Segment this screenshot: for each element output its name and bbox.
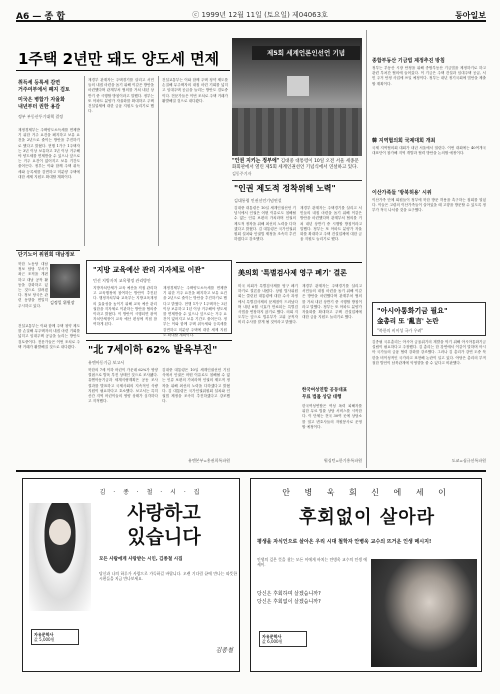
right-body-d: 김종필 국무총리는 아시아 금융위기의 재발을 막기 위해 아시아통화기금 설립이 필요하다고 주장했다. 김 총리는 한 강연에서 이같이 말하며 아시아 국가들의 금융 협력 강화를 강조했다. 그러나 김 총리가 강연 도중 북한을 비이성적인 국가라고 표현해 논란이 일고 있다. 야당은 총리의 부적절한 발언이 남북관계에 악영향을 줄 수 있다고 비판했다. — [372, 340, 486, 365]
right-boxed-title[interactable]: "아시아통화기금 필요" — [377, 307, 448, 315]
column-box — [86, 260, 232, 337]
masthead — [16, 10, 486, 22]
profile-photo — [50, 264, 80, 298]
guide-body-b: 재경부 관계자는 주택경기를 살리고 서민들의 내집 마련을 돕기 위해 이같은 방안을 마련했다며 관계부처 협의를 거쳐 내년 상반기 중 시행할 방침이라고 말했다. 정부는 또 아파트 분양가 자율화를 확대하고 주택 건설업체에 대한 금융 지원도 늘리기로 했다. — [300, 206, 362, 242]
column-body-a: 지방자치단체가 교육 예산을 직접 관리하고 교육행정에 참여하는 방안이 추진된다. 행정자치부와 교육부는 지방교육재정의 효율성을 높이기 위해 교육 예산 관리 권한을 지자체로 이관하는 방안을 협의중이라고 밝혔다. 이 방안이 시행되면 광역자치단체장이 교육 예산 편성에 직접 참여하게 된다. — [93, 286, 157, 327]
right-body-a: 정부는 부동산 시장 안정을 위해 종합부동산 기금법을 제정하기로 하고 관련 부처간 협의에 들어갔다. 이 기금은 주택 건설과 임대주택 공급, 서민 주거 안정 사업에 쓰일 예정이다. 정부는 내년 정기국회에 법안을 제출할 계획이다. — [372, 66, 486, 86]
column-title[interactable]: "지방 교육예산 관리 지자체로 이관" — [93, 266, 205, 274]
dateline: ⓒ 1999년 12월 11일 (토요일) 제04063호 — [192, 11, 328, 19]
ad-right-publisher: 자유문학사 — [262, 634, 282, 639]
right-boxed-headline — [372, 302, 486, 336]
rule — [236, 262, 362, 263]
lead-body-c: 건설교통부는 이와 함께 주택 청약 제도를 손질해 무주택자의 내집 마련 기회를 넓히고 임대주택 공급을 늘리는 방안도 검토중이다. 전문가들은 이번 조치로 주택 거래가 활발해질 것으로 내다봤다. — [162, 78, 228, 103]
lead-body-a: 재정경제부는 주택양도소득세를 면제받기 위한 거주 요건을 폐지하고 보유 요건을 2년으로 줄이는 방안을 추진하기로 했다고 밝혔다. 현행 1가구 1주택자는 3년 이상 보유하고 1년 이상 거주해야 양도세를 면제받을 수 있으나 앞으로는 거주 요건이 없어지고 보유 기간도 줄어든다. 정부는 이와 함께 주택 취득세와 등록세를 감면하고 미분양 주택에 대한 세제 지원도 확대할 계획이다. — [18, 128, 80, 179]
photo-caption — [232, 158, 362, 178]
profile-caption: 김정일 위원장 — [50, 300, 75, 305]
ad-left-signature: 김종철 — [215, 647, 233, 654]
ad-poetry-book[interactable] — [22, 478, 240, 672]
lead-subheads — [18, 80, 80, 120]
face — [49, 519, 71, 545]
ceremony-banner: 제5회 세계언론인선언 기념 — [252, 46, 360, 60]
guide-source: 김대통령 인권선언기념연설 — [234, 198, 282, 203]
profile-body-cont: 건설교통부는 이와 함께 주택 청약 제도를 손질해 무주택자의 내집 마련 기회를 넓히고 임대주택 공급을 늘리는 방안도 검토중이다. 전문가들은 이번 조치로 주택 거래가 활발해질 것으로 내다봤다. — [18, 324, 80, 349]
poll-body-b: 김대중 대통령은 10일 세계인권선언 기념식에서 인권은 어떤 이유로도 침해될 수 없는 인류 보편의 가치라며 인권의 제도적 정착을 위해 최선의 노력을 다하겠다고 밝혔다. 김 대통령은 국가인권위원회 설치와 인권법 제정을 조속히 추진하겠다고 강조했다. — [162, 368, 230, 404]
ad-left-tagline: 모든 사람에게 사랑받는 시인, 김종철 시집 — [99, 557, 183, 562]
podium — [287, 76, 309, 96]
ad-right-series: 안 병 욱 회 신 에 세 이 — [282, 488, 452, 497]
ad-right-publisher-box — [259, 631, 307, 647]
poll-headline[interactable]: "北 7세이하 62% 발육부진" — [88, 345, 218, 356]
poll-byline: 유엔본부=홍권희특파원 — [188, 458, 230, 463]
mid-body-b: 재경부 관계자는 주택경기를 살리고 서민들의 내집 마련을 돕기 위해 이같은 방안을 마련했다며 관계부처 협의를 거쳐 내년 상반기 중 시행할 방침이라고 말했다. 정부는 또 아파트 분양가 자율화를 확대하고 주택 건설업체에 대한 금융 지원도 늘리기로 했다. — [302, 284, 362, 320]
ad-left-title-2: 있습니다 — [127, 526, 201, 548]
ad-right-tagline: 평생을 자식인으로 살아온 우리 시대 철학자 안병욱 교수의 뜨거운 인생 메시지! — [257, 539, 432, 545]
audience — [232, 108, 362, 156]
mid-body-c: 한국여성연합은 여성 폭력 피해자를 위한 무료 법률 상담 서비스를 시작한다. 이 단체는 전국 30여 곳에 상담소를 열고 변호사들의 자원봉사로 운영할 예정이다. — [302, 404, 362, 429]
ad-right-q1: 당신은 후회하며 살겠습니까? — [257, 591, 321, 597]
mid-byline: 워싱턴=한기흥특파원 — [323, 458, 362, 463]
poll-source: 유엔아동기금 보고서 — [88, 360, 125, 365]
ad-right-q2: 당신은 후회없이 살겠습니까? — [257, 599, 321, 605]
ad-left-series: 김 · 종 · 철 · 시 · 집 — [99, 489, 203, 496]
ad-left-portrait — [29, 503, 91, 611]
right-boxed-sub[interactable]: 金총리 또 '亂言' 논란 — [377, 317, 439, 325]
ad-essay-book[interactable] — [250, 478, 482, 672]
photo-caption-text: 김대중 대통령이 10일 오전 서울 세종문화회관에서 열린 제5회 세계인권선언 기념식에서 연설하고 있다. — [232, 159, 359, 170]
guide-body-a: 김대중 대통령은 10일 세계인권선언 기념식에서 인권은 어떤 이유로도 침해될 수 없는 인류 보편의 가치라며 인권의 제도적 정착을 위해 최선의 노력을 다하겠다고 밝혔다. 김 대통령은 국가인권위원회 설치와 인권법 제정을 조속히 추진하겠다고 강조했다. — [234, 206, 296, 242]
mid-body-a: 미국 의회가 특별검사제를 영구 폐기하기로 결론을 내렸다. 상원 법사위원회는 클린턴 대통령에 대한 수사 과정에서 특별검사제의 문제점이 드러났다며 내년 6월 시효가 만료되는 특별검사법을 연장하지 않기로 했다. 의회 지도부는 앞으로 법무부가 고위 공직자 비리 수사를 맡게 될 것이라고 밝혔다. — [238, 284, 298, 325]
rule — [16, 70, 230, 71]
paper-name: 동아일보 — [455, 10, 486, 20]
section-label: A6 — 종 합 — [16, 11, 66, 22]
photo-credit: 김동주기자 — [232, 171, 252, 176]
profile-body: 북한 노동당 대남 정보 담당 부서가 최근 조직을 개편하고 대남 공작 활동을 강화하고 있는 것으로 알려졌다. 정보 당국은 관련 동향을 면밀히 주시하고 있다. — [18, 262, 48, 308]
column-source: 민선 지방자치 교육행정 관리방안 — [93, 278, 151, 283]
ad-right-portrait — [371, 559, 477, 667]
mid-headline[interactable]: 美의회 '특별검사제 영구 폐기' 결론 — [238, 269, 347, 277]
ad-right-body: 인생의 깊은 뜻을 찾는 모든 이에게 바치는 안병욱 교수의 인생 에세이. — [257, 557, 367, 568]
lead-sub-2: 거주여부에서 폐지 검토 — [18, 87, 70, 93]
right-heading-b[interactable]: 韓 지역협의회 국제대회 개최 — [372, 138, 436, 144]
right-boxed-source: "북한의 비이성 국가 우려" — [377, 328, 424, 333]
guide-headline[interactable]: "인권 제도적 정착위해 노력" — [234, 184, 336, 193]
ad-left-publisher: 자유문학사 — [34, 632, 54, 637]
ad-left-price: 값 5,000원 — [34, 637, 55, 642]
mid-sub-1: 한국여성연합 공동대표 — [302, 388, 348, 393]
ad-right-title: 후회없이 살아라 — [299, 507, 435, 528]
ad-left-publisher-box — [31, 629, 79, 645]
lead-sub-1: 취득세 등록세 감면 — [18, 80, 61, 86]
lead-body-b: 재경부 관계자는 주택경기를 살리고 서민들의 내집 마련을 돕기 위해 이같은 방안을 마련했다며 관계부처 협의를 거쳐 내년 상반기 중 시행할 방침이라고 말했다. 정부는 또 아파트 분양가 자율화를 확대하고 주택 건설업체에 대한 금융 지원도 늘리기로 했다. — [88, 78, 154, 114]
poll-body-a: 북한의 7세 이하 어린이 가운데 62%가 영양 결핍으로 발육 부진 상태인 것으로 조사됐다. 유엔아동기금과 세계식량계획은 공동 조사 결과를 발표하고 국제사회의 지속적인 식량 지원이 필요하다고 호소했다. 보고서는 특히 산간 지역 어린이들의 영양 상태가 심각하다고 지적했다. — [88, 368, 158, 404]
lead-sub-4: 내년부터 권한 용감 — [18, 104, 61, 110]
ad-left-title-1: 사랑하고 — [127, 502, 201, 524]
right-heading-c[interactable]: 이산가족들 '방북허용' 시위 — [372, 190, 432, 196]
right-byline-d: 도쿄=심규선특파원 — [451, 458, 486, 463]
right-heading-a[interactable]: 종합부동산 기금법 제정추진 방침 — [372, 58, 445, 64]
ad-left-body: 당신과 나의 하루가 사랑으로 가득하길 바랍니다. 오랜 기다림 끝에 만나는 따뜻한 시편들을 지금 만나보세요. — [99, 571, 237, 582]
column-body-b: 재정경제부는 주택양도소득세를 면제받기 위한 거주 요건을 폐지하고 보유 요건을 2년으로 줄이는 방안을 추진하기로 했다고 밝혔다. 현행 1가구 1주택자는 3년 이상 보유하고 1년 이상 거주해야 양도세를 면제받을 수 있으나 앞으로는 거주 요건이 없어지고 보유 기간도 줄어든다. 정부는 이와 함께 주택 취득세와 등록세를 감면하고 미분양 주택에 대한 세제 지원도 확대할 계획이다. — [163, 286, 227, 337]
lead-sub-3: 미국은 병합가 자율화 — [18, 97, 65, 103]
ad-right-price: 값 6,000원 — [262, 639, 283, 644]
rule — [84, 76, 85, 246]
rule — [366, 30, 367, 468]
rule — [86, 340, 232, 341]
photo-caption-title: "인권 지키는 정부에" — [232, 158, 280, 164]
right-body-c: 이산가족 단체 회원들이 정부에 북한 방문 허용을 촉구하는 집회를 열었다. 이들은 고령의 이산가족들이 살아있을 때 고향을 방문할 수 있도록 정부가 적극 나서줄 것을 요구했다. — [372, 198, 486, 213]
lead-headline[interactable]: 1주택 2년만 돼도 양도세 면제 — [18, 50, 220, 68]
profile-heading[interactable]: 단기노어 위원회 대남정보 — [18, 252, 75, 258]
rule — [232, 180, 362, 181]
rule — [16, 470, 486, 472]
rule — [158, 76, 159, 246]
rule — [16, 250, 80, 251]
mid-sub-2: 무료 법률 상담 대행 — [302, 395, 342, 400]
right-body-b: 국제 지역협의회 대회가 내년 서울에서 열린다. 이번 대회에는 40여개국 대표단이 참가해 지역 개발과 협력 방안을 논의할 예정이다. — [372, 146, 486, 156]
lead-source: 정부 부동산투기대책 결정 — [18, 114, 64, 119]
ceremony-photo — [232, 38, 362, 156]
